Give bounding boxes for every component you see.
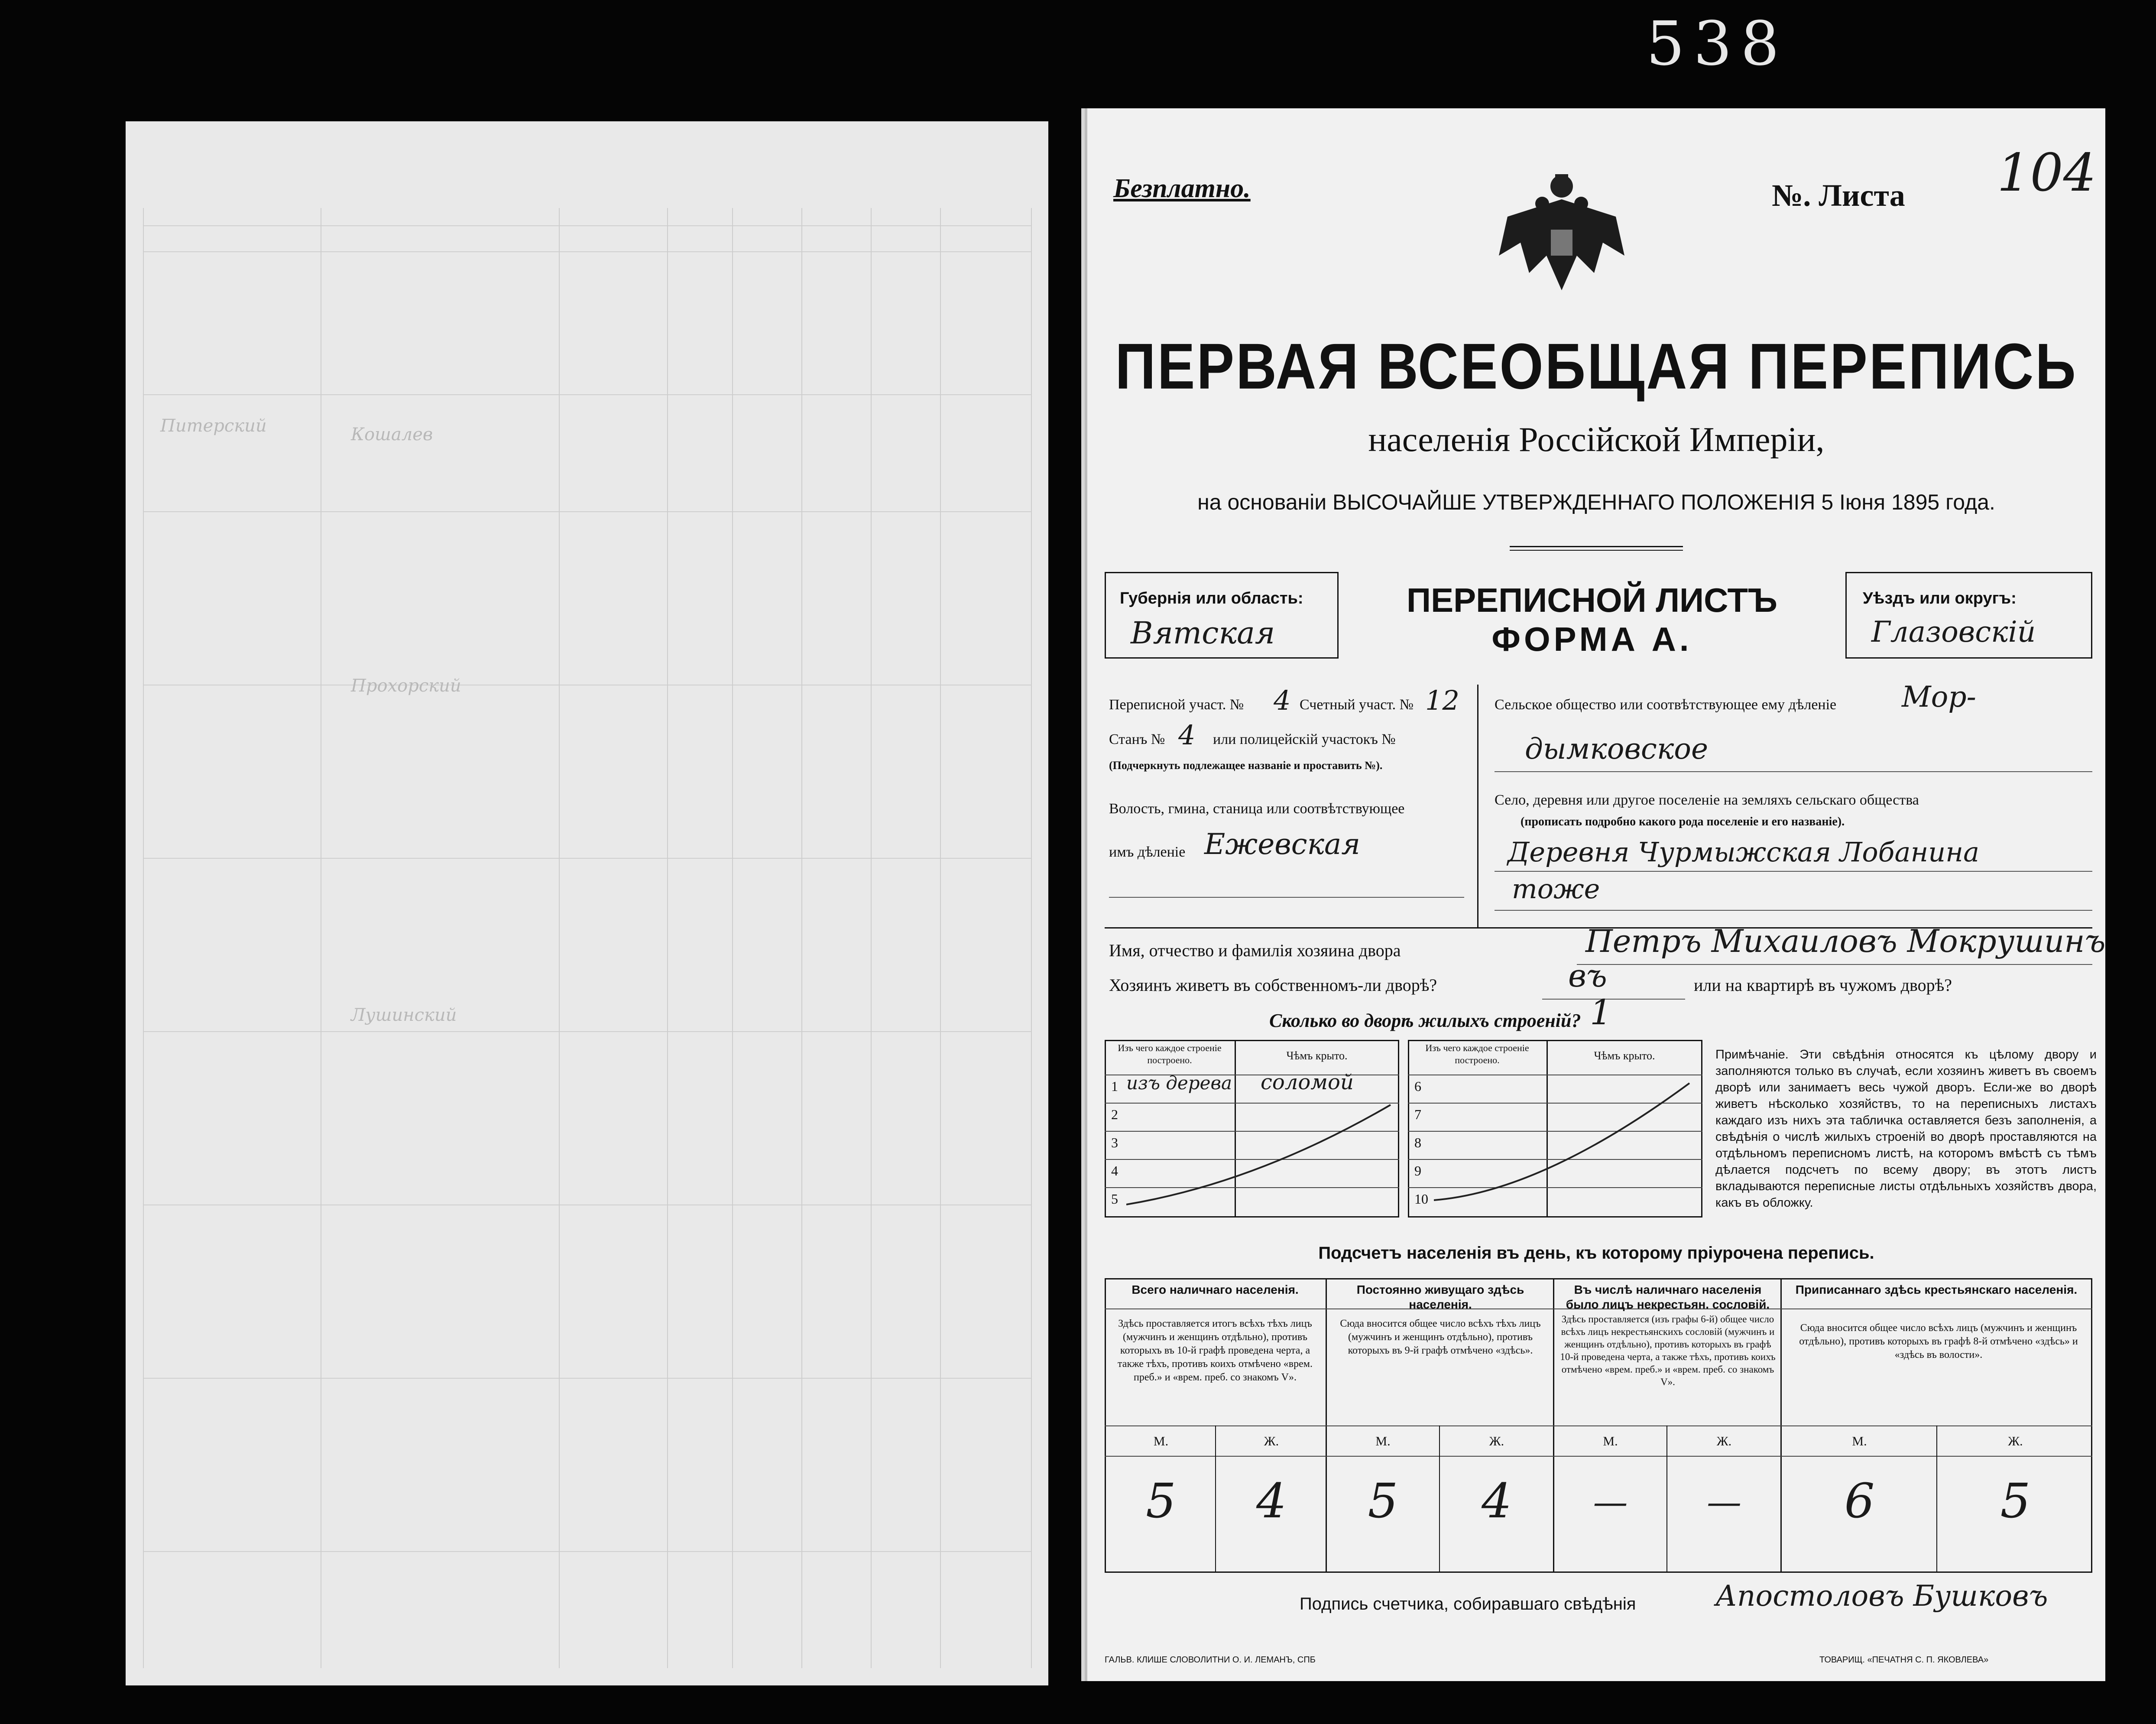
left-faint-text: Кошалев [351,425,433,445]
sheet-title-line-1: ПЕРЕПИСНОЙ ЛИСТЪ [1407,581,1777,619]
owner-label: Имя, отчество и фамилія хозяина двора [1109,941,1401,960]
pop-m-label: М. [1603,1434,1618,1448]
build-row-n: 8 [1414,1135,1421,1150]
archive-stamp: 538 [1646,9,1788,79]
census-unit-value: 4 [1274,685,1291,716]
district-label: Уѣздъ или округъ: [1863,589,2017,607]
form-subtitle: населенія Россійской Имперіи, [1368,421,1825,459]
buildings-label: Сколько во дворѣ жилыхъ строеній? [1269,1010,1581,1031]
pop-col-head: Постоянно живущаго здѣсь населенія. [1356,1283,1524,1311]
left-faint-text: Лушинский [351,1005,457,1025]
build-row-n: 7 [1414,1107,1421,1122]
count-unit-label: Счетный участ. № [1300,697,1414,713]
col-material-left: Изъ чего каждое строеніе построено. [1118,1042,1222,1065]
pop-m-label: М. [1153,1434,1169,1448]
pop-total-f: 4 [1256,1473,1287,1529]
pop-resident-m: 5 [1368,1473,1398,1529]
pop-title: Подсчетъ населенія въ день, къ которому пріурочена перепись. [1318,1243,1874,1263]
signature-label: Подпись счетчика, собиравшаго свѣдѣнія [1300,1594,1636,1614]
census-unit-label: Переписной участ. № [1109,697,1244,713]
pop-col-desc: Сюда вносится общее число всѣхъ тѣхъ лицъ (мужчинъ и женщинъ отдѣльно), противъ которыхъ въ 9-й графѣ отмѣчено «здѣсь». [1340,1318,1541,1356]
form-title: ПЕРВАЯ ВСЕОБЩАЯ ПЕРЕПИСЬ [1115,330,2078,403]
village-note: (прописать подробно какого рода поселеніе и его названіе). [1521,815,1845,828]
build-row-n: 9 [1414,1163,1421,1179]
printer-right: ТОВАРИЩ. «ПЕЧАТНЯ С. П. ЯКОВЛЕВА» [1819,1655,1989,1665]
build-row-n: 10 [1414,1191,1428,1207]
form-basis: на основаніи ВЫСОЧАЙШЕ УТВЕРЖДЕННАГО ПОЛОЖЕНІЯ 5 Іюня 1895 года. [1197,490,1995,514]
volost-value: Ежевская [1204,828,1361,861]
volost-label-2: имъ дѣленіе [1109,844,1186,860]
count-unit-value: 12 [1425,685,1459,716]
build-row-n: 5 [1111,1191,1118,1207]
left-faint-text: Прохорский [351,676,461,696]
society-label: Сельское общество или соотвѣтствующее ему дѣленіе [1495,697,1837,713]
free-label: Безплатно. [1113,174,1251,203]
note-text: Примѣчаніе. Эти свѣдѣнія относятся къ цѣлому двору и заполняются только въ случаѣ, если хозяинъ живетъ въ своемъ дворѣ или занимаетъ весь чужой дворъ. Если-же во дворѣ живетъ нѣсколько хозяйствъ, то на переписныхъ листахъ каждаго изъ нихъ эта табличка оставляется безъ заполненія, а свѣдѣнія о числѣ жилыхъ строеній во дворѣ проставляются на отдѣльномъ переписномъ листѣ, на которомъ вмѣстѣ съ тѣмъ дѣлается подсчетъ по всему двору; въ этотъ листъ вкладываются переписные листы отдѣльныхъ хозяйствъ двора, какъ въ обложку. [1715,1048,2097,1210]
build-row-n: 6 [1414,1078,1421,1094]
sheet-number-label: №. Листа [1772,178,1905,213]
village-value-2: тоже [1512,873,1600,905]
dash-stroke [1126,1096,1395,1213]
pop-resident-f: 4 [1482,1473,1512,1529]
own-yard-label: Хозяинъ живетъ въ собственномъ-ли дворѣ? [1109,975,1437,995]
imperial-eagle-icon [1490,169,1633,299]
signature-value: Апостоловъ Бушковъ [1715,1579,2048,1613]
pop-f-label: Ж. [1264,1434,1279,1448]
build-row-n: 3 [1111,1135,1118,1150]
pop-col-desc: Здѣсь проставляется (изъ графы 6-й) общее число всѣхъ лицъ некрестьянскихъ сословій (мужчинъ и женщинъ отдѣльно), противъ которыхъ въ графѣ 10-й проведена черта, а также тѣхъ, противъ коихъ отмѣчено «врем. преб.» и «врем. преб. со знакомъ V». [1560,1314,1776,1387]
village-label: Село, деревня или другое поселеніе на земляхъ сельскаго общества [1495,792,1919,808]
dash-stroke [1434,1079,1694,1209]
police-label: или полицейскій участокъ № [1213,731,1396,747]
buildings-value: 1 [1590,992,1612,1032]
build-row-n: 1 [1111,1078,1118,1094]
build-material-1: изъ дерева [1126,1072,1232,1094]
pop-col-desc: Сюда вносится общее число всѣхъ лицъ (мужчинъ и женщинъ отдѣльно), противъ которыхъ въ графѣ 8-й отмѣчено «здѣсь» и «здѣсь въ волости». [1799,1322,2078,1360]
province-label: Губернія или область: [1120,589,1303,607]
pop-nonpeasant-m: — [1593,1482,1628,1522]
left-faint-text: Питерский [160,416,267,436]
pop-m-label: М. [1375,1434,1391,1448]
village-value-1: Деревня Чурмыжская Лобанина [1508,836,1980,868]
build-row-n: 2 [1111,1107,1118,1122]
census-form-page [1087,108,2105,1681]
province-value: Вятская [1131,615,1275,651]
rent-label: или на квартирѣ въ чужомъ дворѣ? [1694,975,1952,995]
printer-left: ГАЛЬВ. КЛИШЕ СЛОВОЛИТНИ О. И. ЛЕМАНЪ, СПБ [1105,1655,1316,1665]
pop-f-label: Ж. [1489,1434,1504,1448]
pop-nonpeasant-f: — [1707,1482,1741,1522]
pop-f-label: Ж. [2008,1434,2023,1448]
col-roof-left: Чѣмъ крыто. [1286,1049,1348,1062]
pop-col-head: Всего наличнаго населенія. [1131,1283,1299,1296]
pop-m-label: М. [1852,1434,1867,1448]
volost-label-1: Волость, гмина, станица или соотвѣтствующее [1109,801,1405,817]
pop-total-m: 5 [1146,1473,1176,1529]
pop-registered-m: 6 [1844,1473,1875,1529]
own-yard-value: въ [1568,958,1607,994]
col-roof-right: Чѣмъ крыто. [1594,1049,1655,1062]
sheet-title-line-2: ФОРМА А. [1491,620,1692,658]
pop-col-head: Въ числѣ наличнаго населенія было лицъ некрестьян. сословій. [1566,1283,1770,1311]
pop-f-label: Ж. [1716,1434,1732,1448]
district-value: Глазовскій [1871,615,2036,649]
stan-value: 4 [1178,719,1196,751]
stan-note: (Подчеркнуть подлежащее названіе и проставить №). [1109,759,1383,772]
society-value-1: Мор- [1902,680,1976,714]
owner-value: Петръ Михаиловъ Мокрушинъ [1585,923,2106,959]
col-material-right: Изъ чего каждое строеніе построено. [1425,1042,1529,1065]
pop-col-desc: Здѣсь проставляется итогъ всѣхъ тѣхъ лицъ (мужчинъ и женщинъ отдѣльно), противъ которыхъ въ 10-й графѣ проведена черта, а также тѣхъ, противъ коихъ отмѣчено «врем. преб.» и «врем. преб. со знакомъ V». [1118,1318,1313,1383]
ornament-divider [1510,546,1683,551]
sheet-number-value: 104 [1997,143,2097,203]
build-roof-1: соломой [1261,1070,1354,1094]
pop-registered-f: 5 [2000,1473,2031,1529]
society-value-2: дымковское [1525,732,1709,766]
stan-label: Станъ № [1109,731,1165,747]
left-page [126,121,1048,1685]
build-row-n: 4 [1111,1163,1118,1179]
pop-col-head: Приписаннаго здѣсь крестьянскаго населенія. [1795,1283,2078,1296]
